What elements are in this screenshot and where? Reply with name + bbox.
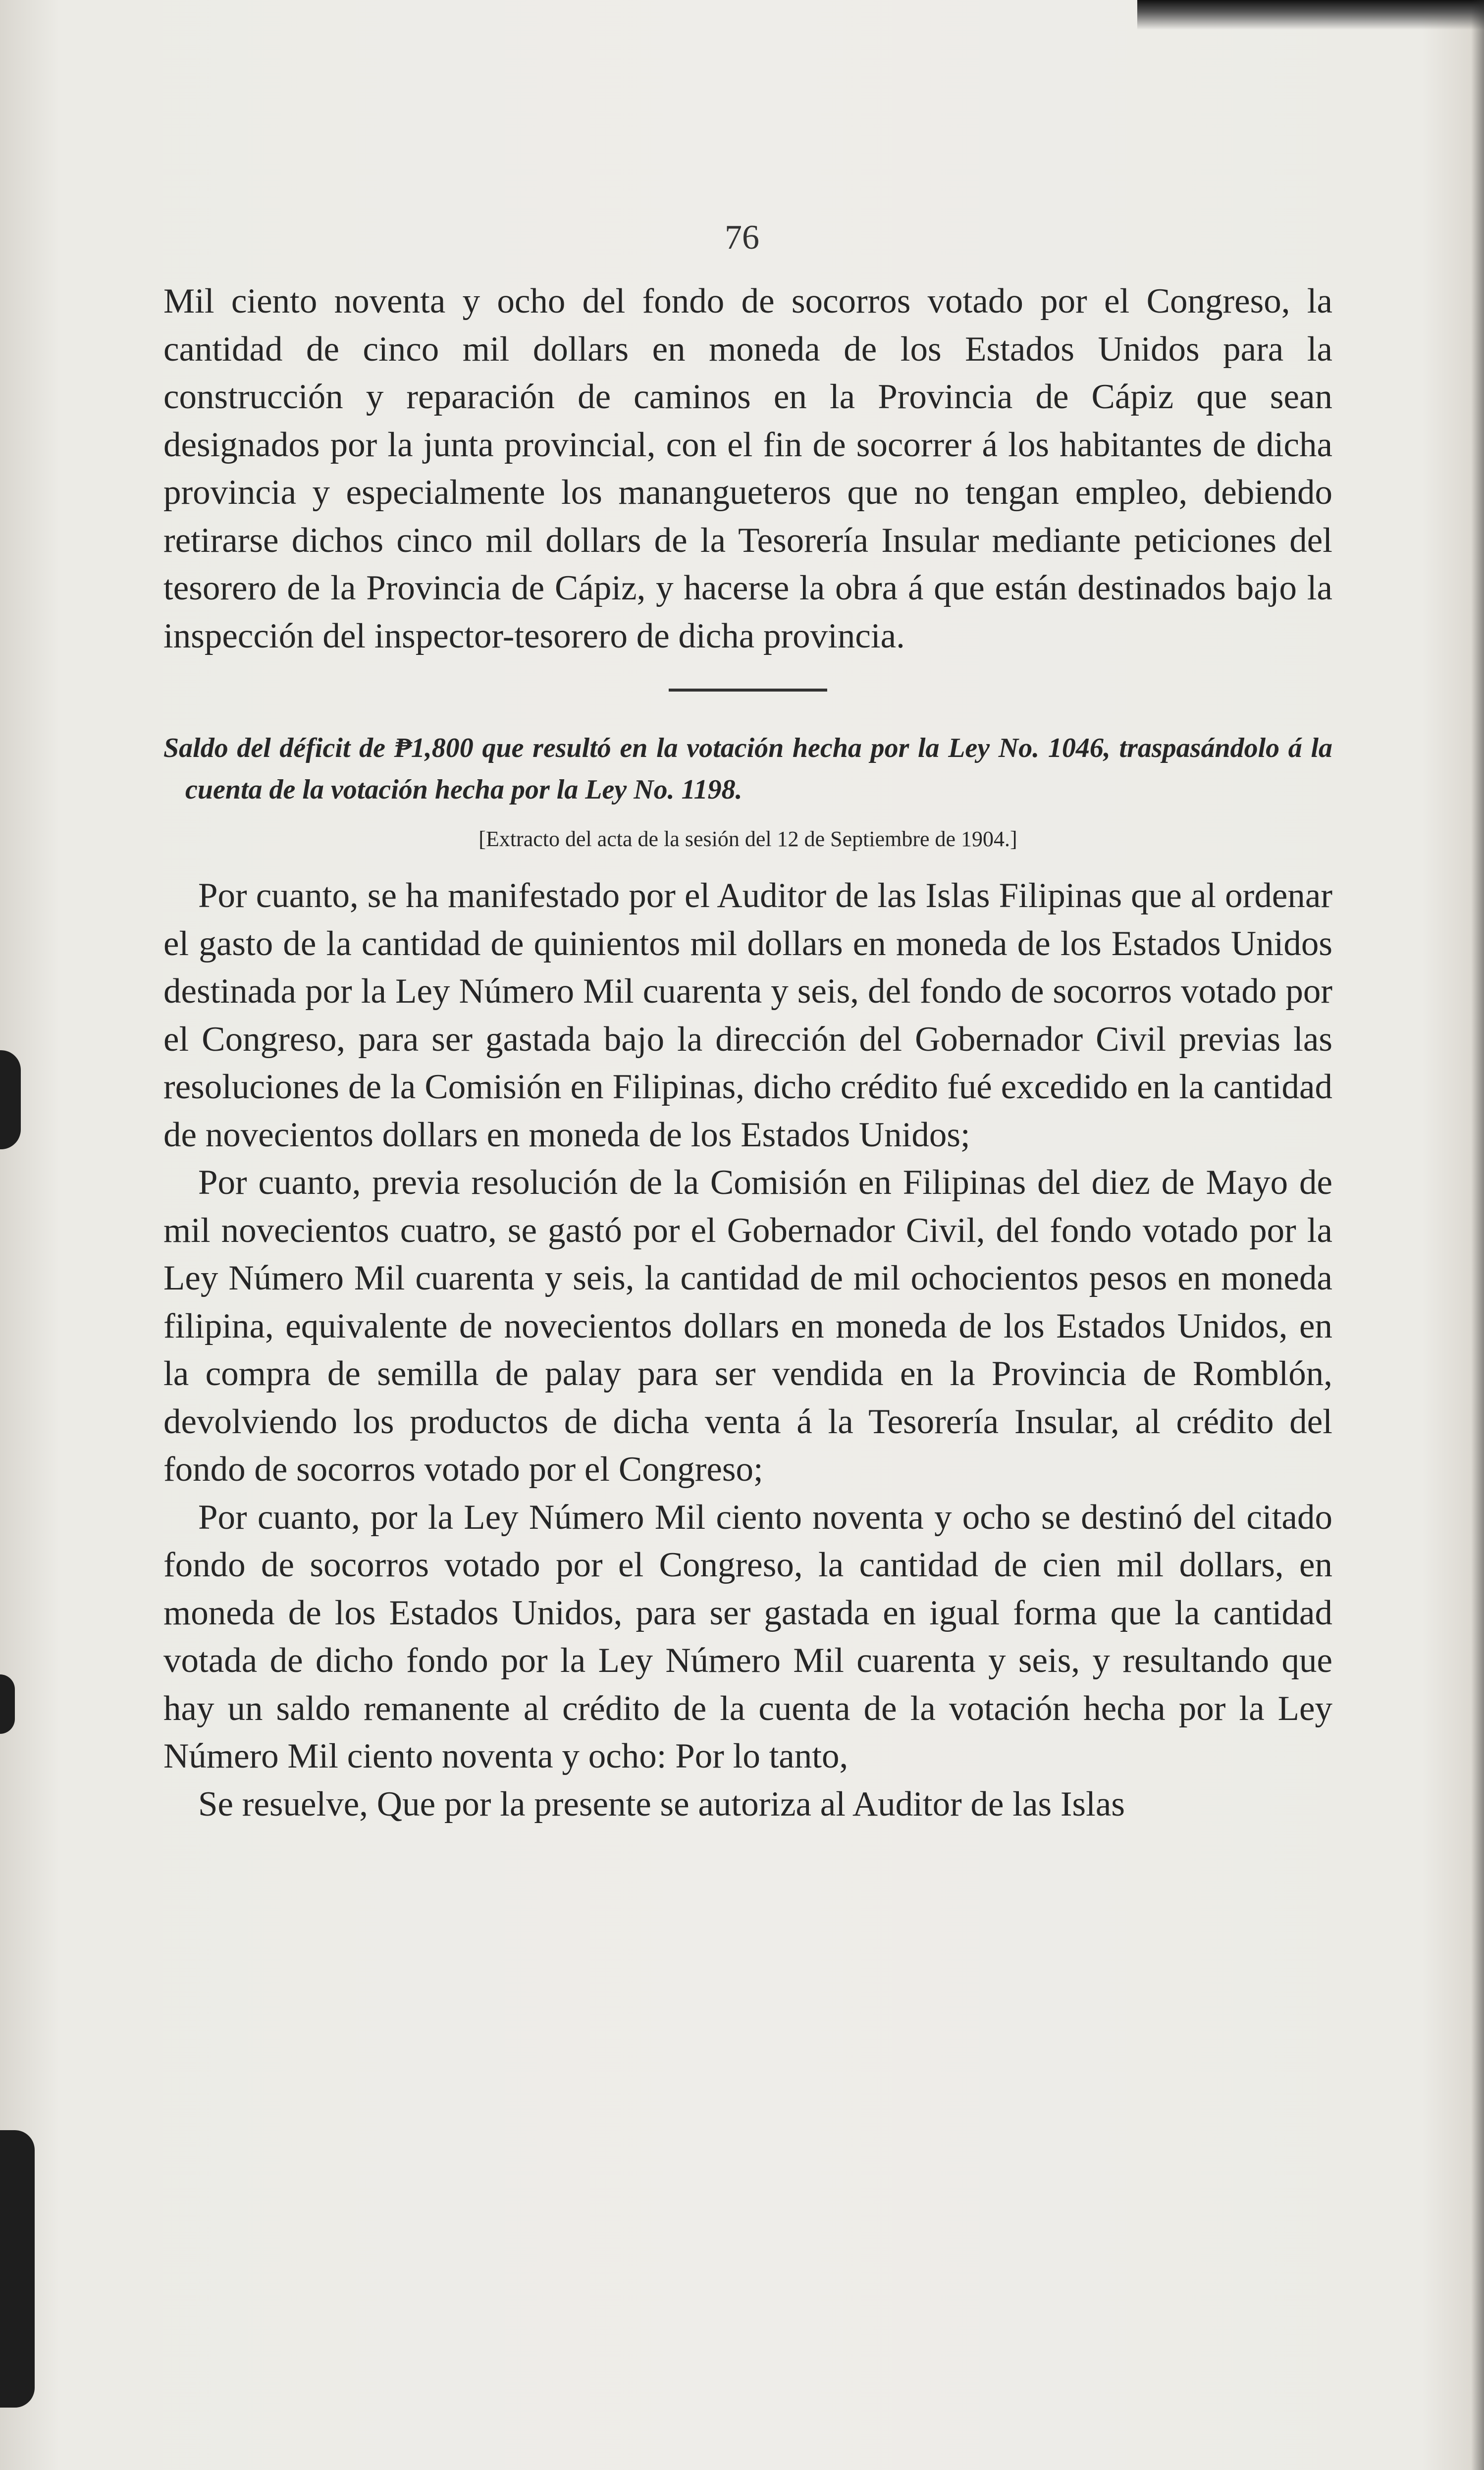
page-number: 76	[725, 218, 759, 257]
page-body	[163, 277, 1332, 1828]
paragraph-por-cuanto-1: Por cuanto, se ha manifestado por el Auditor de las Islas Filipinas que al ordenar el gasto de la cantidad de quinientos mil dollars en moneda de los Estados Unidos destinada por la Ley Número Mil cuarenta y seis, del fondo de socorros votado por el Congreso, para ser gastada bajo la dirección del Gobernador Civil previas las resoluciones de la Comisión en Filipinas, dicho crédito fué excedido en la cantidad de novecientos dollars en moneda de los Estados Unidos;	[163, 876, 1332, 1154]
paragraph-continued: Mil ciento noventa y ocho del fondo de socorros votado por el Congreso, la cantidad de cinco mil dollars en moneda de los Estados Unidos para la construcción y reparación de caminos en la Provincia de Cápiz que sean designados por la junta provincial, con el fin de socorrer á los habitantes de dicha provincia y especialmente los manangueteros que no tengan empleo, debiendo retirarse dichos cinco mil dollars de la Tesorería Insular mediante peticiones del tesorero de la Provincia de Cápiz, y hacerse la obra á que están destinados bajo la inspección del inspector-tesorero de dicha provincia.	[163, 282, 1332, 655]
section-heading: Saldo del déficit de ₱1,800 que resultó en la votación hecha por la Ley No. 1046, traspasándolo á la cuenta de la votación hecha por la Ley No. 1198.	[163, 733, 1332, 805]
session-extract-note: [Extracto del acta de la sesión del 12 de Septiembre de 1904.]	[478, 827, 1017, 851]
section-divider	[669, 689, 827, 692]
paragraph-por-cuanto-2: Por cuanto, previa resolución de la Comisión en Filipinas del diez de Mayo de mil novecientos cuatro, se gastó por el Gobernador Civil, del fondo votado por la Ley Número Mil cuarenta y seis, la cantidad de mil ochocientos pesos en moneda filipina, equivalente de novecientos dollars en moneda de los Estados Unidos, en la compra de semilla de palay para ser vendida en la Provincia de Romblón, devolviendo los productos de dicha venta á la Tesorería Insular, al crédito del fondo de socorros votado por el Congreso;	[163, 1163, 1332, 1489]
paragraph-se-resuelve: Se resuelve, Que por la presente se autoriza al Auditor de las Islas	[198, 1784, 1125, 1824]
paragraph-por-cuanto-3: Por cuanto, por la Ley Número Mil ciento noventa y ocho se destinó del citado fondo de socorros votado por el Congreso, la cantidad de cien mil dollars, en moneda de los Estados Unidos, para ser gastada en igual forma que la cantidad votada de dicho fondo por la Ley Número Mil cuarenta y seis, y resultando que hay un saldo remanente al crédito de la cuenta de la votación hecha por la Ley Número Mil ciento noventa y ocho: Por lo tanto,	[163, 1498, 1332, 1775]
finger-shadow	[0, 1674, 15, 1734]
page-shadow-top	[1137, 0, 1484, 30]
finger-shadow	[0, 1050, 21, 1149]
page-shadow-right	[1471, 0, 1484, 2470]
finger-shadow	[0, 2130, 35, 2408]
